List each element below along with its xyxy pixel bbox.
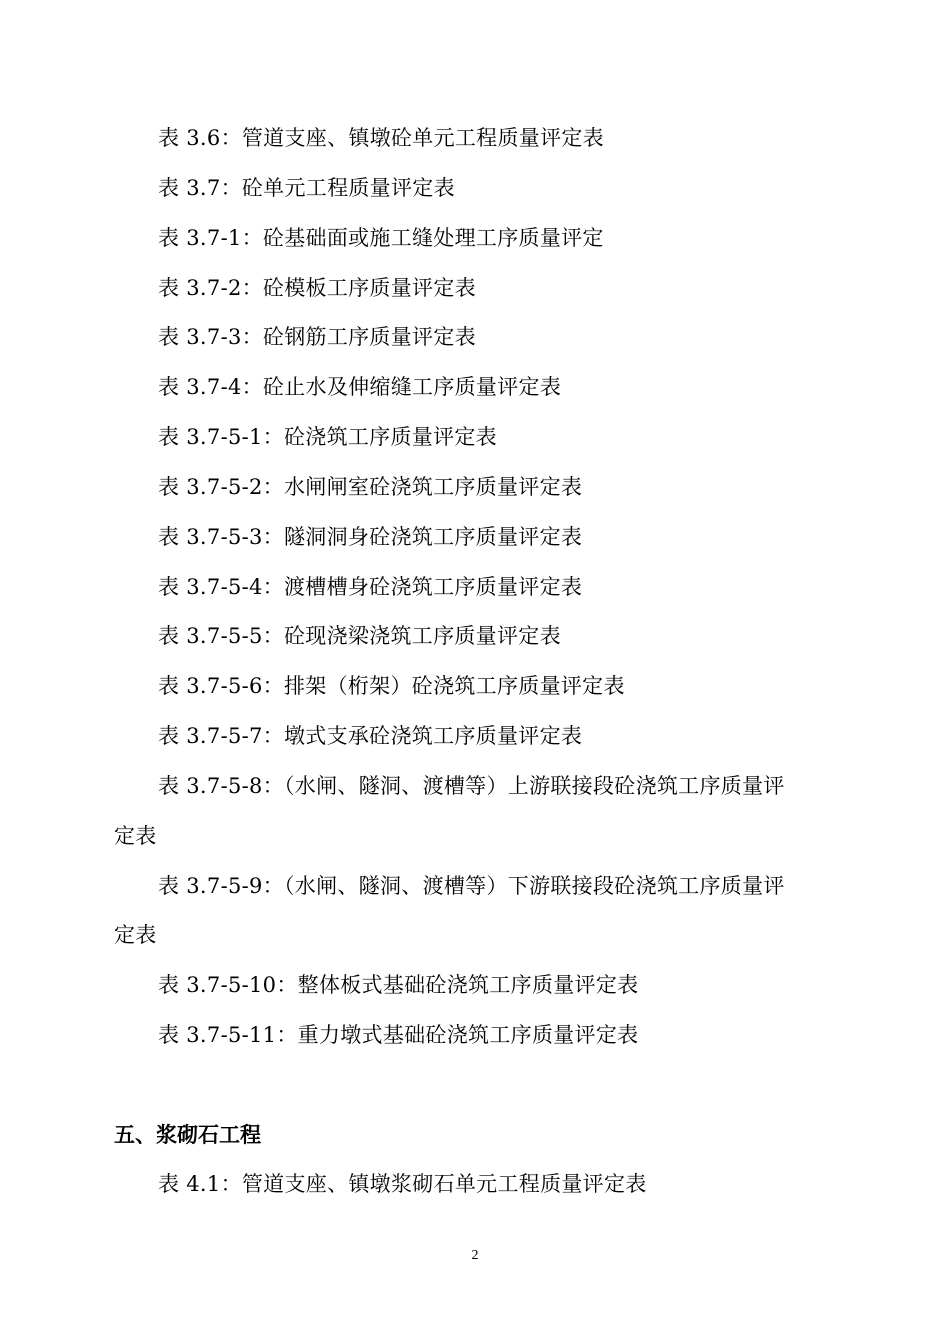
list-item: 表 3.7-5-1：砼浇筑工序质量评定表 (158, 425, 497, 449)
page-number: 2 (471, 1248, 479, 1263)
list-item: 表 3.7：砼单元工程质量评定表 (158, 176, 455, 200)
list-item: 表 3.7-5-3：隧洞洞身砼浇筑工序质量评定表 (158, 525, 583, 549)
list-item: 表 3.7-5-4：渡槽槽身砼浇筑工序质量评定表 (158, 575, 583, 599)
list-item: 表 3.7-2：砼模板工序质量评定表 (158, 276, 476, 300)
section-heading: 五、浆砌石工程 (114, 1123, 261, 1147)
list-item-5-9-line1: 表 3.7-5-9：（水闸、隧洞、渡槽等）下游联接段砼浇筑工序质量评 (158, 874, 785, 898)
list-item: 表 3.6：管道支座、镇墩砼单元工程质量评定表 (158, 126, 604, 150)
list-item: 表 3.7-5-7：墩式支承砼浇筑工序质量评定表 (158, 724, 583, 748)
list-item: 表 3.7-5-6：排架（桁架）砼浇筑工序质量评定表 (158, 674, 625, 698)
list-item: 表 3.7-3：砼钢筋工序质量评定表 (158, 325, 476, 349)
list-item: 表 3.7-5-5：砼现浇梁浇筑工序质量评定表 (158, 624, 561, 648)
list-item: 表 3.7-4：砼止水及伸缩缝工序质量评定表 (158, 375, 562, 399)
list-item-5-9-line2: 定表 (114, 923, 157, 947)
list-item: 表 3.7-5-10：整体板式基础砼浇筑工序质量评定表 (158, 973, 639, 997)
list-item-5-8-line1: 表 3.7-5-8：（水闸、隧洞、渡槽等）上游联接段砼浇筑工序质量评 (158, 774, 785, 798)
list-item: 表 3.7-5-2：水闸闸室砼浇筑工序质量评定表 (158, 475, 583, 499)
list-item-5-8-line2: 定表 (114, 824, 157, 848)
list-item: 表 4.1：管道支座、镇墩浆砌石单元工程质量评定表 (158, 1172, 647, 1196)
list-item: 表 3.7-5-11：重力墩式基础砼浇筑工序质量评定表 (158, 1023, 639, 1047)
list-item: 表 3.7-1：砼基础面或施工缝处理工序质量评定 (158, 226, 604, 250)
